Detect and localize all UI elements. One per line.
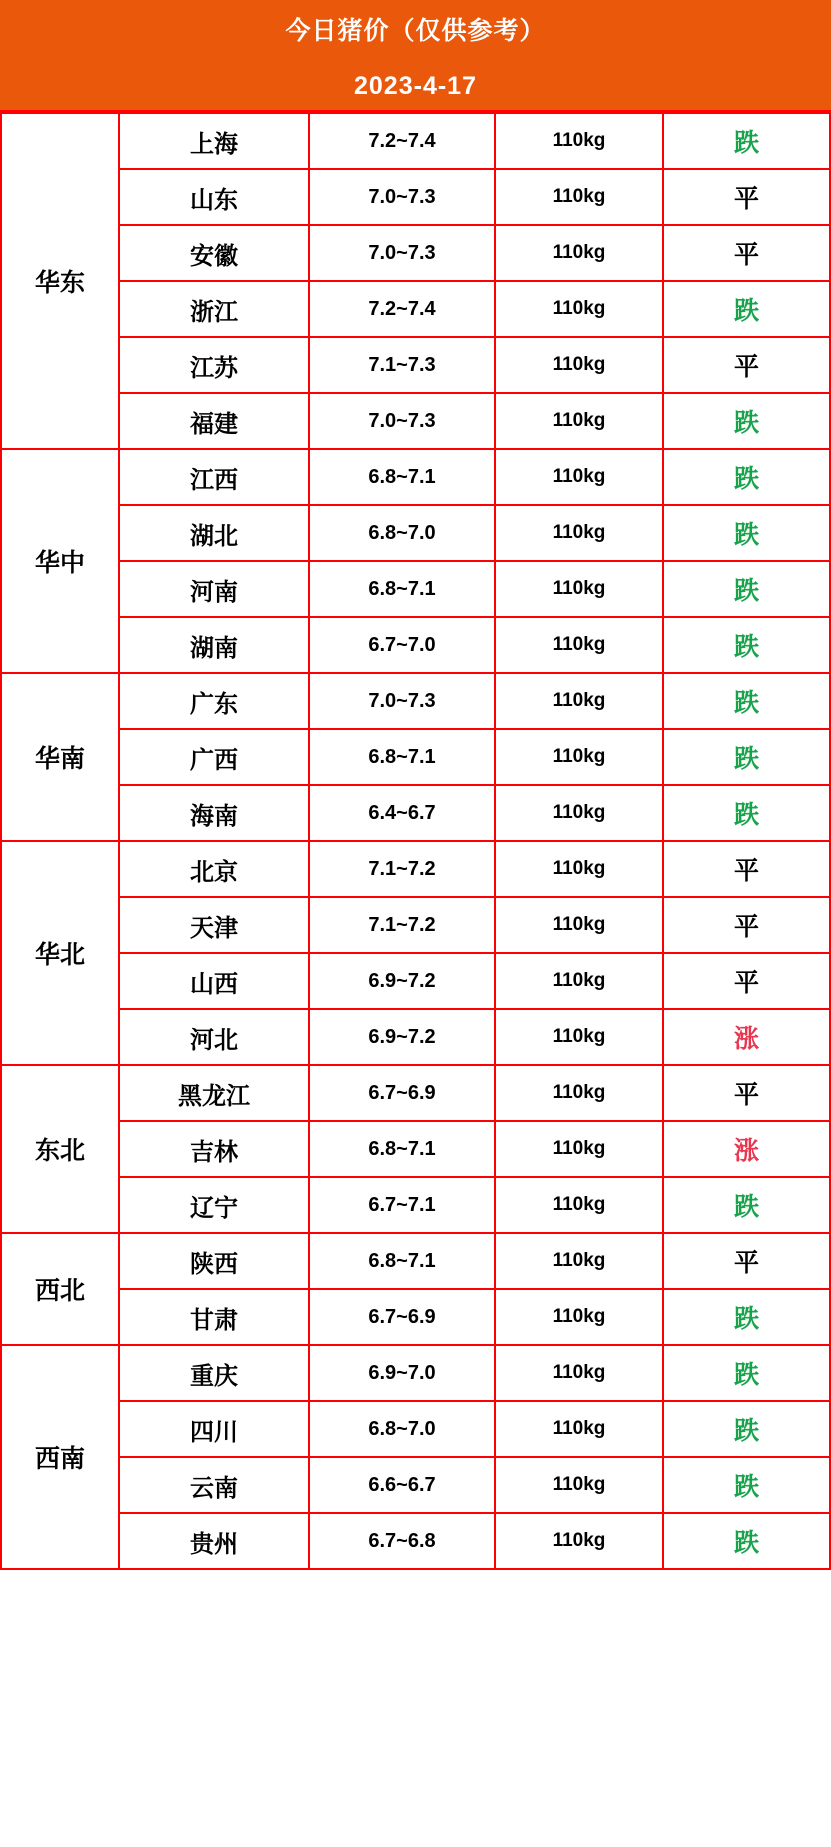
province-cell: 北京: [119, 841, 309, 897]
province-cell: 吉林: [119, 1121, 309, 1177]
table-row: [1, 449, 830, 505]
province-cell: 陕西: [119, 1233, 309, 1289]
region-cell: 东北: [1, 1065, 119, 1233]
price-cell: 7.0~7.3: [309, 169, 495, 225]
province-cell: 河北: [119, 1009, 309, 1065]
table-row: [1, 1289, 830, 1345]
province-cell: 福建: [119, 393, 309, 449]
price-cell: 6.9~7.2: [309, 953, 495, 1009]
province-cell: 黑龙江: [119, 1065, 309, 1121]
province-cell: 江苏: [119, 337, 309, 393]
province-cell: 山西: [119, 953, 309, 1009]
province-cell: 云南: [119, 1457, 309, 1513]
trend-cell: 平: [663, 1233, 830, 1289]
trend-cell: 跌: [663, 1289, 830, 1345]
weight-cell: 110kg: [495, 225, 663, 281]
table-row: [1, 1345, 830, 1401]
price-cell: 6.9~7.2: [309, 1009, 495, 1065]
price-table: [0, 112, 831, 1570]
weight-cell: 110kg: [495, 113, 663, 169]
province-cell: 广东: [119, 673, 309, 729]
weight-cell: 110kg: [495, 897, 663, 953]
trend-cell: 平: [663, 337, 830, 393]
trend-cell: 跌: [663, 1177, 830, 1233]
weight-cell: 110kg: [495, 1065, 663, 1121]
table-row: [1, 505, 830, 561]
table-row: [1, 113, 830, 169]
trend-cell: 跌: [663, 113, 830, 169]
table-row: [1, 1233, 830, 1289]
weight-cell: 110kg: [495, 1289, 663, 1345]
trend-cell: 跌: [663, 785, 830, 841]
price-cell: 6.4~6.7: [309, 785, 495, 841]
province-cell: 辽宁: [119, 1177, 309, 1233]
province-cell: 四川: [119, 1401, 309, 1457]
trend-cell: 涨: [663, 1121, 830, 1177]
region-cell: 华东: [1, 113, 119, 449]
province-cell: 贵州: [119, 1513, 309, 1569]
province-cell: 江西: [119, 449, 309, 505]
price-cell: 7.2~7.4: [309, 281, 495, 337]
province-cell: 上海: [119, 113, 309, 169]
price-cell: 6.7~7.0: [309, 617, 495, 673]
table-row: [1, 953, 830, 1009]
province-cell: 重庆: [119, 1345, 309, 1401]
weight-cell: 110kg: [495, 729, 663, 785]
weight-cell: 110kg: [495, 1233, 663, 1289]
price-cell: 6.8~7.0: [309, 1401, 495, 1457]
price-cell: 6.7~6.9: [309, 1065, 495, 1121]
price-cell: 6.6~6.7: [309, 1457, 495, 1513]
trend-cell: 跌: [663, 393, 830, 449]
trend-cell: 平: [663, 169, 830, 225]
report-date: 2023-4-17: [0, 62, 831, 112]
weight-cell: 110kg: [495, 561, 663, 617]
price-cell: 6.8~7.0: [309, 505, 495, 561]
table-row: [1, 897, 830, 953]
weight-cell: 110kg: [495, 1177, 663, 1233]
price-cell: 6.7~7.1: [309, 1177, 495, 1233]
table-row: [1, 225, 830, 281]
province-cell: 河南: [119, 561, 309, 617]
table-row: [1, 1513, 830, 1569]
price-cell: 6.8~7.1: [309, 561, 495, 617]
price-cell: 6.8~7.1: [309, 449, 495, 505]
table-row: [1, 561, 830, 617]
province-cell: 甘肃: [119, 1289, 309, 1345]
price-cell: 6.8~7.1: [309, 1121, 495, 1177]
weight-cell: 110kg: [495, 1121, 663, 1177]
province-cell: 海南: [119, 785, 309, 841]
trend-cell: 平: [663, 953, 830, 1009]
trend-cell: 跌: [663, 281, 830, 337]
price-cell: 7.1~7.2: [309, 841, 495, 897]
page-title: 今日猪价（仅供参考）: [0, 0, 831, 62]
province-cell: 天津: [119, 897, 309, 953]
province-cell: 浙江: [119, 281, 309, 337]
price-cell: 6.7~6.8: [309, 1513, 495, 1569]
province-cell: 山东: [119, 169, 309, 225]
price-cell: 6.8~7.1: [309, 1233, 495, 1289]
price-cell: 6.7~6.9: [309, 1289, 495, 1345]
trend-cell: 平: [663, 841, 830, 897]
weight-cell: 110kg: [495, 785, 663, 841]
weight-cell: 110kg: [495, 1457, 663, 1513]
trend-cell: 平: [663, 1065, 830, 1121]
table-row: [1, 617, 830, 673]
weight-cell: 110kg: [495, 1401, 663, 1457]
province-cell: 湖南: [119, 617, 309, 673]
table-row: [1, 1009, 830, 1065]
trend-cell: 跌: [663, 673, 830, 729]
table-row: [1, 673, 830, 729]
price-cell: 7.0~7.3: [309, 225, 495, 281]
price-cell: 7.1~7.3: [309, 337, 495, 393]
trend-cell: 跌: [663, 1513, 830, 1569]
table-row: [1, 1177, 830, 1233]
weight-cell: 110kg: [495, 1009, 663, 1065]
price-table-body: [1, 113, 830, 1569]
price-cell: 6.8~7.1: [309, 729, 495, 785]
trend-cell: 跌: [663, 1345, 830, 1401]
trend-cell: 跌: [663, 1457, 830, 1513]
province-cell: 安徽: [119, 225, 309, 281]
table-row: [1, 785, 830, 841]
trend-cell: 跌: [663, 617, 830, 673]
weight-cell: 110kg: [495, 505, 663, 561]
price-cell: 7.2~7.4: [309, 113, 495, 169]
trend-cell: 跌: [663, 505, 830, 561]
table-row: [1, 169, 830, 225]
region-cell: 华南: [1, 673, 119, 841]
trend-cell: 跌: [663, 561, 830, 617]
table-row: [1, 1065, 830, 1121]
region-cell: 华北: [1, 841, 119, 1065]
trend-cell: 跌: [663, 1401, 830, 1457]
weight-cell: 110kg: [495, 449, 663, 505]
region-cell: 西北: [1, 1233, 119, 1345]
table-row: [1, 393, 830, 449]
region-cell: 华中: [1, 449, 119, 673]
price-cell: 7.1~7.2: [309, 897, 495, 953]
province-cell: 湖北: [119, 505, 309, 561]
trend-cell: 跌: [663, 729, 830, 785]
weight-cell: 110kg: [495, 841, 663, 897]
price-cell: 6.9~7.0: [309, 1345, 495, 1401]
table-row: [1, 1457, 830, 1513]
trend-cell: 平: [663, 225, 830, 281]
price-cell: 7.0~7.3: [309, 393, 495, 449]
region-cell: 西南: [1, 1345, 119, 1569]
table-row: [1, 337, 830, 393]
weight-cell: 110kg: [495, 169, 663, 225]
trend-cell: 涨: [663, 1009, 830, 1065]
trend-cell: 平: [663, 897, 830, 953]
weight-cell: 110kg: [495, 1513, 663, 1569]
weight-cell: 110kg: [495, 617, 663, 673]
table-row: [1, 729, 830, 785]
price-cell: 7.0~7.3: [309, 673, 495, 729]
table-row: [1, 841, 830, 897]
table-row: [1, 281, 830, 337]
weight-cell: 110kg: [495, 337, 663, 393]
table-row: [1, 1121, 830, 1177]
province-cell: 广西: [119, 729, 309, 785]
weight-cell: 110kg: [495, 281, 663, 337]
weight-cell: 110kg: [495, 673, 663, 729]
weight-cell: 110kg: [495, 1345, 663, 1401]
weight-cell: 110kg: [495, 393, 663, 449]
table-row: [1, 1401, 830, 1457]
trend-cell: 跌: [663, 449, 830, 505]
weight-cell: 110kg: [495, 953, 663, 1009]
